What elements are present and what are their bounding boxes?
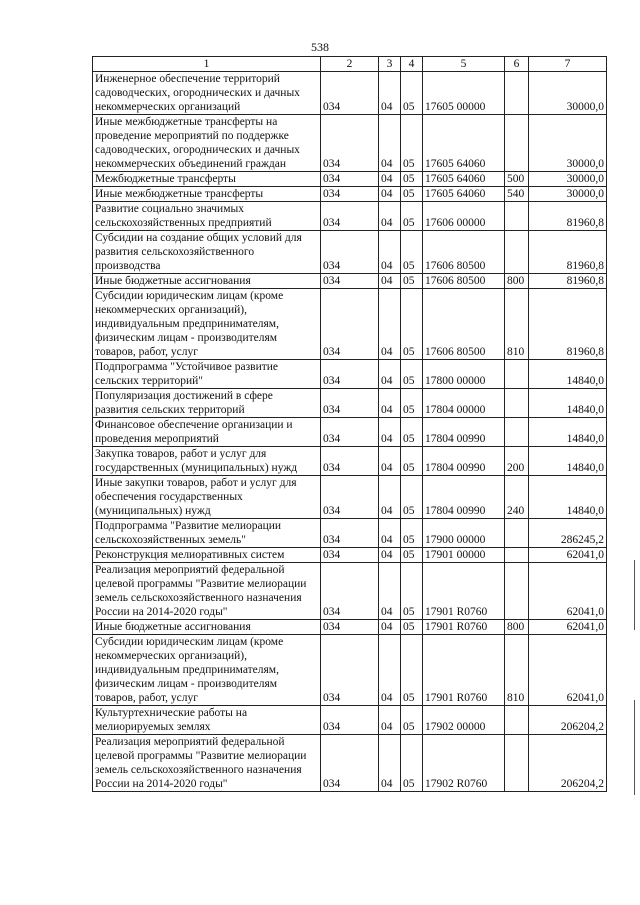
expense-type-code: 540 [505, 187, 529, 202]
row-name: Подпрограмма "Устойчивое развитие сельских территорий" [93, 360, 321, 389]
row-name: Иные межбюджетные трансферты [93, 187, 321, 202]
admin-code: 034 [321, 274, 379, 289]
amount: 206204,2 [529, 735, 607, 792]
target-code: 17902 R0760 [423, 735, 505, 792]
expense-type-code [505, 519, 529, 548]
admin-code: 034 [321, 360, 379, 389]
scan-edge-mark [634, 560, 635, 630]
section-code: 04 [379, 706, 401, 735]
expense-type-code: 810 [505, 289, 529, 360]
section-code: 04 [379, 202, 401, 231]
row-name: Иные бюджетные ассигнования [93, 274, 321, 289]
section-code: 04 [379, 635, 401, 706]
admin-code: 034 [321, 706, 379, 735]
row-name: Финансовое обеспечение организации и проведения мероприятий [93, 418, 321, 447]
section-code: 04 [379, 563, 401, 620]
admin-code: 034 [321, 519, 379, 548]
row-name: Подпрограмма "Развитие мелиорации сельскохозяйственных земель" [93, 519, 321, 548]
subsection-code: 05 [401, 447, 423, 476]
amount: 81960,8 [529, 274, 607, 289]
subsection-code: 05 [401, 735, 423, 792]
subsection-code: 05 [401, 202, 423, 231]
table-row [93, 735, 607, 792]
target-code: 17804 00990 [423, 418, 505, 447]
subsection-code: 05 [401, 635, 423, 706]
admin-code: 034 [321, 418, 379, 447]
row-name: Иные закупки товаров, работ и услуг для обеспечения государственных (муниципальных) нужд [93, 476, 321, 519]
section-code: 04 [379, 476, 401, 519]
amount: 30000,0 [529, 72, 607, 115]
table-row [93, 202, 607, 231]
subsection-code: 05 [401, 172, 423, 187]
section-code: 04 [379, 548, 401, 563]
amount: 14840,0 [529, 389, 607, 418]
admin-code: 034 [321, 635, 379, 706]
target-code: 17901 00000 [423, 548, 505, 563]
subsection-code: 05 [401, 274, 423, 289]
target-code: 17804 00990 [423, 447, 505, 476]
admin-code: 034 [321, 447, 379, 476]
amount: 81960,8 [529, 202, 607, 231]
expense-type-code: 800 [505, 620, 529, 635]
expense-type-code: 200 [505, 447, 529, 476]
subsection-code: 05 [401, 418, 423, 447]
amount: 206204,2 [529, 706, 607, 735]
row-name: Культуртехнические работы на мелиорируемых землях [93, 706, 321, 735]
subsection-code: 05 [401, 519, 423, 548]
row-name: Развитие социально значимых сельскохозяйственных предприятий [93, 202, 321, 231]
target-code: 17605 64060 [423, 187, 505, 202]
admin-code: 034 [321, 115, 379, 172]
target-code: 17606 00000 [423, 202, 505, 231]
admin-code: 034 [321, 563, 379, 620]
section-code: 04 [379, 360, 401, 389]
section-code: 04 [379, 418, 401, 447]
subsection-code: 05 [401, 187, 423, 202]
amount: 30000,0 [529, 115, 607, 172]
subsection-code: 05 [401, 115, 423, 172]
amount: 14840,0 [529, 447, 607, 476]
row-name: Популяризация достижений в сфере развития сельских территорий [93, 389, 321, 418]
table-row [93, 418, 607, 447]
row-name: Иные бюджетные ассигнования [93, 620, 321, 635]
table-row [93, 172, 607, 187]
admin-code: 034 [321, 72, 379, 115]
section-code: 04 [379, 620, 401, 635]
admin-code: 034 [321, 620, 379, 635]
amount: 62041,0 [529, 635, 607, 706]
table-row [93, 289, 607, 360]
expense-type-code [505, 563, 529, 620]
amount: 30000,0 [529, 172, 607, 187]
table-row [93, 389, 607, 418]
column-header: 6 [505, 57, 529, 72]
budget-table [92, 56, 607, 792]
subsection-code: 05 [401, 620, 423, 635]
column-header: 5 [423, 57, 505, 72]
target-code: 17605 64060 [423, 172, 505, 187]
admin-code: 034 [321, 172, 379, 187]
page-number: 538 [311, 40, 329, 54]
row-name: Межбюджетные трансферты [93, 172, 321, 187]
row-name: Субсидии юридическим лицам (кроме некоммерческих организаций), индивидуальным предпринимателям, физическим лицам - производителям товаров, работ, услуг [93, 635, 321, 706]
amount: 286245,2 [529, 519, 607, 548]
subsection-code: 05 [401, 389, 423, 418]
target-code: 17606 80500 [423, 231, 505, 274]
column-header: 4 [401, 57, 423, 72]
column-header: 1 [93, 57, 321, 72]
expense-type-code [505, 735, 529, 792]
subsection-code: 05 [401, 706, 423, 735]
table-row [93, 187, 607, 202]
section-code: 04 [379, 274, 401, 289]
subsection-code: 05 [401, 476, 423, 519]
amount: 81960,8 [529, 289, 607, 360]
table-row [93, 274, 607, 289]
section-code: 04 [379, 289, 401, 360]
expense-type-code [505, 72, 529, 115]
table-row [93, 115, 607, 172]
admin-code: 034 [321, 187, 379, 202]
amount: 62041,0 [529, 563, 607, 620]
target-code: 17902 00000 [423, 706, 505, 735]
subsection-code: 05 [401, 72, 423, 115]
expense-type-code: 810 [505, 635, 529, 706]
admin-code: 034 [321, 202, 379, 231]
subsection-code: 05 [401, 548, 423, 563]
subsection-code: 05 [401, 360, 423, 389]
admin-code: 034 [321, 476, 379, 519]
table-row [93, 519, 607, 548]
amount: 81960,8 [529, 231, 607, 274]
row-name: Иные межбюджетные трансферты на проведение мероприятий по поддержке садоводческих, огороднических и дачных некоммерческих объединений граждан [93, 115, 321, 172]
table-row [93, 447, 607, 476]
column-header: 3 [379, 57, 401, 72]
subsection-code: 05 [401, 563, 423, 620]
section-code: 04 [379, 447, 401, 476]
admin-code: 034 [321, 389, 379, 418]
table-row [93, 563, 607, 620]
section-code: 04 [379, 735, 401, 792]
table-row [93, 548, 607, 563]
admin-code: 034 [321, 289, 379, 360]
row-name: Закупка товаров, работ и услуг для государственных (муниципальных) нужд [93, 447, 321, 476]
section-code: 04 [379, 172, 401, 187]
expense-type-code: 240 [505, 476, 529, 519]
subsection-code: 05 [401, 231, 423, 274]
admin-code: 034 [321, 735, 379, 792]
target-code: 17901 R0760 [423, 563, 505, 620]
target-code: 17606 80500 [423, 289, 505, 360]
row-name: Реализация мероприятий федеральной целевой программы "Развитие мелиорации земель сельскохозяйственного назначения России на 2014-2020 годы" [93, 563, 321, 620]
section-code: 04 [379, 519, 401, 548]
expense-type-code [505, 418, 529, 447]
target-code: 17901 R0760 [423, 620, 505, 635]
amount: 14840,0 [529, 360, 607, 389]
row-name: Реализация мероприятий федеральной целевой программы "Развитие мелиорации земель сельскохозяйственного назначения России на 2014-2020 годы" [93, 735, 321, 792]
header-row [93, 57, 607, 72]
target-code: 17804 00000 [423, 389, 505, 418]
table-row [93, 620, 607, 635]
row-name: Реконструкция мелиоративных систем [93, 548, 321, 563]
column-header: 7 [529, 57, 607, 72]
admin-code: 034 [321, 231, 379, 274]
expense-type-code [505, 231, 529, 274]
table-row [93, 635, 607, 706]
expense-type-code [505, 115, 529, 172]
expense-type-code [505, 202, 529, 231]
subsection-code: 05 [401, 289, 423, 360]
admin-code: 034 [321, 548, 379, 563]
expense-type-code [505, 360, 529, 389]
scan-edge-mark [634, 700, 635, 795]
section-code: 04 [379, 187, 401, 202]
target-code: 17901 R0760 [423, 635, 505, 706]
target-code: 17605 00000 [423, 72, 505, 115]
section-code: 04 [379, 231, 401, 274]
expense-type-code: 800 [505, 274, 529, 289]
section-code: 04 [379, 72, 401, 115]
target-code: 17804 00990 [423, 476, 505, 519]
target-code: 17800 00000 [423, 360, 505, 389]
table-row [93, 231, 607, 274]
row-name: Субсидии на создание общих условий для развития сельскохозяйственного производства [93, 231, 321, 274]
target-code: 17606 80500 [423, 274, 505, 289]
section-code: 04 [379, 115, 401, 172]
expense-type-code [505, 389, 529, 418]
table-row [93, 72, 607, 115]
expense-type-code [505, 706, 529, 735]
row-name: Инженерное обеспечение территорий садоводческих, огороднических и дачных некоммерческих организаций [93, 72, 321, 115]
target-code: 17605 64060 [423, 115, 505, 172]
amount: 62041,0 [529, 620, 607, 635]
table-row [93, 476, 607, 519]
table-row [93, 706, 607, 735]
expense-type-code [505, 548, 529, 563]
row-name: Субсидии юридическим лицам (кроме некоммерческих организаций), индивидуальным предпринимателям, физическим лицам - производителям товаров, работ, услуг [93, 289, 321, 360]
amount: 14840,0 [529, 476, 607, 519]
table-row [93, 360, 607, 389]
amount: 62041,0 [529, 548, 607, 563]
amount: 14840,0 [529, 418, 607, 447]
amount: 30000,0 [529, 187, 607, 202]
expense-type-code: 500 [505, 172, 529, 187]
column-header: 2 [321, 57, 379, 72]
target-code: 17900 00000 [423, 519, 505, 548]
section-code: 04 [379, 389, 401, 418]
